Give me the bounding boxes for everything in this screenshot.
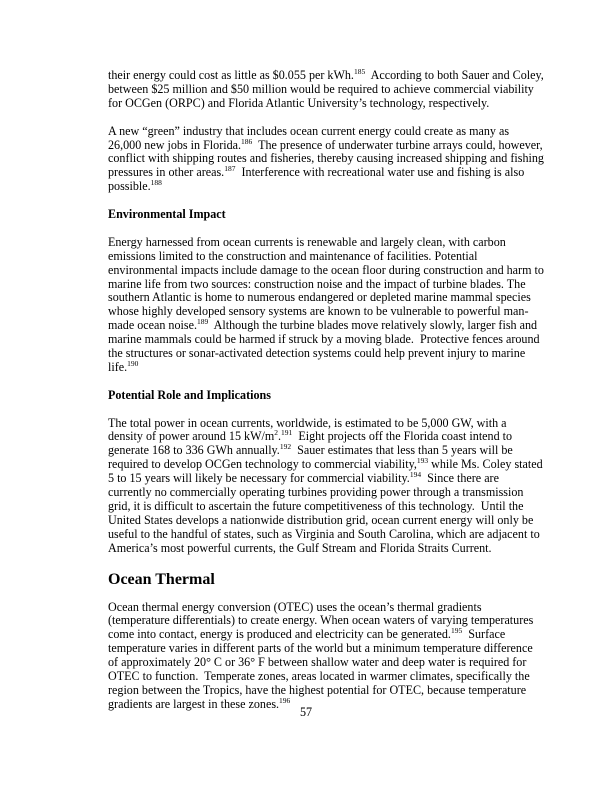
text: their energy could cost as little as $0.055 per kWh. <box>108 68 354 82</box>
paragraph-otec <box>108 601 544 712</box>
heading-potential-role: Potential Role and Implications <box>108 387 271 402</box>
paragraph-jobs <box>108 123 547 195</box>
document-page <box>108 67 547 726</box>
footnote-ref[interactable]: 194 <box>409 470 422 480</box>
footnote-ref[interactable]: 193 <box>416 456 429 466</box>
footnote-ref[interactable]: 192 <box>279 442 292 452</box>
footnote-ref[interactable]: 187 <box>224 164 236 174</box>
text: According to both Sauer and Coley, between $25 million and $50 million would be required to achieve commercial viability for OCGen (ORPC) and Florida Atlantic University’s technology, respectively. <box>108 68 547 110</box>
superscript-squared: 2 <box>274 428 279 438</box>
footnote-ref[interactable]: 196 <box>279 695 291 705</box>
heading-ocean-thermal: Ocean Thermal <box>108 570 215 588</box>
text: Energy harnessed from ocean currents is renewable and largely clean, with carbon emissions limited to the construction and maintenance of facilities. Potential environmental impacts include damage to the ocean floor during construction and harm to marine life from two sources: construction noise and the impact of turbine blades. The southern Atlantic is home to numerous endangered or depleted marine mammal species whose highly developed sensory systems are known to be vulnerable to powerful man-made ocean noise. <box>108 234 544 333</box>
text: The presence of underwater turbine arrays could, however, conflict with shipping routes and fisheries, thereby causing increased shipping and fishing pressures in other areas. <box>108 137 547 180</box>
page-number: 57 <box>299 705 313 719</box>
paragraph-potential-role <box>108 417 544 556</box>
text: Since there are currently no commercially operating turbines providing power through a transmission grid, it is difficult to ascertain the future competitiveness of this technology. Until the United States develops a nationwide distribution grid, ocean current energy will only be useful to the handful of states, such as Virginia and South Carolina, which are adjacent to America’s most powerful currents, the Gulf Stream and Florida Straits Current. <box>108 471 543 555</box>
footnote-ref[interactable]: 188 <box>150 178 162 188</box>
footnote-ref[interactable]: 189 <box>197 317 209 327</box>
text: while Ms. Coley stated 5 to 15 years will likely be necessary for commercial viability. <box>108 457 543 486</box>
footnote-ref[interactable]: 195 <box>450 626 463 636</box>
footnote-ref[interactable]: 190 <box>127 358 139 368</box>
text: The total power in ocean currents, worldwide, is estimated to be 5,000 GW, with a density of power around 15 kW/m <box>108 415 507 444</box>
text: Eight projects off the Florida coast intend to generate 168 to 336 GWh annually. <box>108 429 516 458</box>
text: Interference with recreational water use and fishing is also possible. <box>108 165 528 194</box>
text: A new “green” industry that includes ocean current energy could create as many as 26,000 new jobs in Florida. <box>108 123 510 152</box>
text: Surface temperature varies in different parts of the world but a minimum temperature difference of approximately 20° C or 36° F between shallow water and deep water is required for OTEC to function. Temperate zones, areas located in warmer climates, specifically the region between the Tropics, have the highest potential for OTEC, because temperature gradients are largest in these zones. <box>108 627 536 711</box>
text: Sauer estimates that less than 5 years will be required to develop OCGen technology to commercial viability, <box>108 443 516 472</box>
text: Ocean thermal energy conversion (OTEC) uses the ocean’s thermal gradients (temperature differentials) to create energy. When ocean waters of varying temperatures come into contact, energy is produced and electricity can be generated. <box>108 599 534 642</box>
text: . <box>278 429 282 444</box>
footnote-ref[interactable]: 185 <box>353 67 366 76</box>
text: Although the turbine blades move relatively slowly, larger fish and marine mammals could be harmed if struck by a moving blade. Protective fences around the structures or sonar-activated detection systems could help prevent injury to marine life. <box>108 318 543 374</box>
paragraph-environmental <box>108 236 544 375</box>
heading-environmental-impact: Environmental Impact <box>108 207 226 222</box>
footnote-ref[interactable]: 186 <box>241 136 253 146</box>
footnote-ref[interactable]: 191 <box>281 428 293 438</box>
paragraph-cost <box>108 67 547 111</box>
